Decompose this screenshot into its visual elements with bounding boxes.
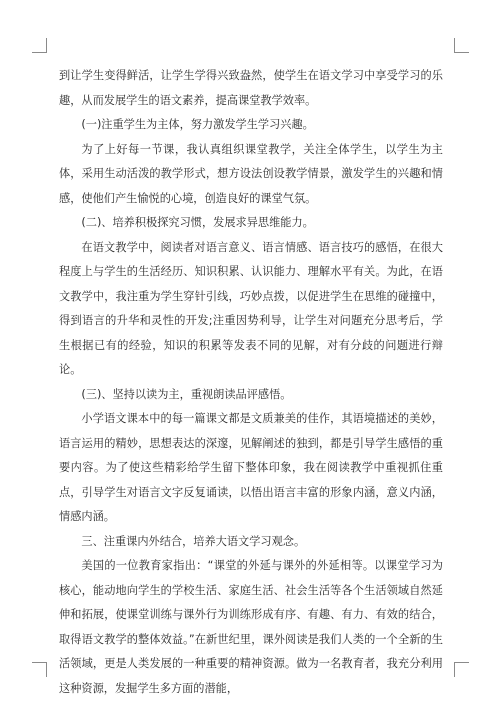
crop-mark-bottom-right <box>454 662 469 677</box>
section-heading-1: (一)注重学生为主体，努力激发学生学习兴趣。 <box>81 118 314 131</box>
section-heading-main-3: 三、注重课内外结合，培养大语文学习观念。 <box>81 534 306 548</box>
crop-mark-top-left <box>32 38 47 53</box>
paragraph: 小学语文课本中的每一篇课文都是文质兼美的佳作，其语境描述的美妙，语言运用的精妙，思想表达的深邃，见解阐述的独到，都是引导学生感悟的重要内容。为了使这些精彩给学生留下整体印象，我在阅读教学中重视抓住重点，引导学生对语言文字反复诵读，以悟出语言丰富的形象内涵，意义内涵，情感内涵。 <box>59 412 443 523</box>
section-heading-2: (二)、培养积极探究习惯，发展求异思维能力。 <box>81 216 314 229</box>
paragraph: 在语文教学中，阅读者对语言意义、语言情感、语言技巧的感悟，在很大程度上与学生的生活经历、知识积累、认识能力、理解水平有关。为此，在语文教学中，我注重为学生穿针引线，巧妙点拨，以促进学生在思维的碰撞中，得到语言的升华和灵性的开发;注重因势利导，让学生对问题充分思考后，学生根据已有的经验，知识的积累等发表不同的见解，对有分歧的问题进行辩论。 <box>59 240 443 376</box>
paragraph: 为了上好每一节课，我认真组织课堂教学，关注全体学生，以学生为主体，采用生动活泼的教学形式，想方设法创设教学情景，激发学生的兴趣和情感，使他们产生愉悦的心境，创造良好的课堂气氛。 <box>59 142 443 205</box>
crop-mark-top-right <box>454 38 469 53</box>
paragraph: 美国的一位教育家指出：“课堂的外延与课外的外延相等。以课堂学习为核心，能动地向学生的学校生活、家庭生活、社会生活等各个生活领域自然延伸和拓展，使课堂训练与课外行为训练形成有序、有趣、有力、有效的结合，取得语文教学的整体效益。”在新世纪里，课外阅读是我们人类的一个全新的生活领域，更是人类发展的一种重要的精神资源。做为一名教育者，我充分利用这种资源，发掘学生多方面的潜能， <box>59 559 443 695</box>
document-body <box>59 64 443 701</box>
crop-mark-bottom-left <box>32 662 47 677</box>
paragraph-continuation: 到让学生变得鲜活，让学生学得兴致盎然，使学生在语文学习中享受学习的乐趣，从而发展学生的语文素养，提高课堂教学效率。 <box>59 69 443 107</box>
section-heading-3: (三)、坚持以读为主，重视朗读品评感悟。 <box>81 387 292 401</box>
